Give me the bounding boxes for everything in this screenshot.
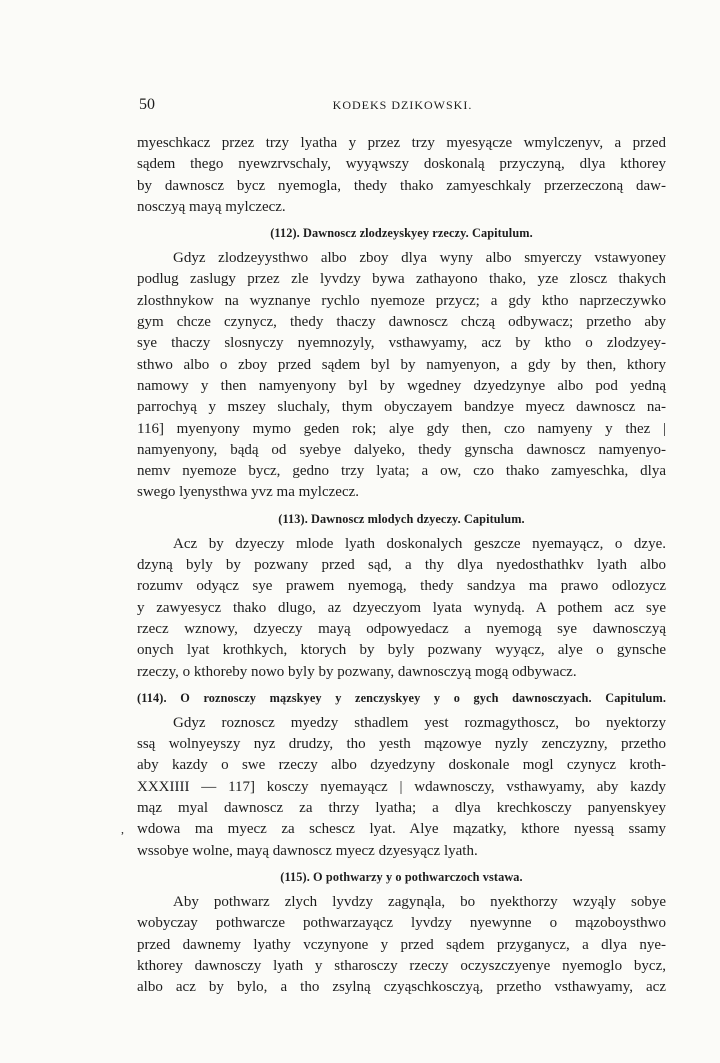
text-line: y zawyesycz thako dlugo, az dzyeczyom lyata wynydą. A pothem acz sye bbox=[137, 599, 666, 616]
text-line: namyenyony, bądą od syebye dalyeko, thedy gynscha dawnoscz namyenyo- bbox=[137, 441, 666, 458]
page-header bbox=[139, 96, 666, 118]
section-heading: (112). Dawnoscz zlodzeyskyey rzeczy. Capitulum. bbox=[270, 226, 533, 241]
paragraph bbox=[137, 248, 666, 504]
page-number: 50 bbox=[139, 96, 155, 113]
text-line: dzyną byly by pozwany przed sąd, a thy dlya nyedosthathkv lyath albo bbox=[137, 557, 666, 574]
section-heading: (115). O pothwarzy y o pothwarczoch vstawa. bbox=[280, 869, 523, 884]
text-line: kthorey dawnosczy lyath y stharosczy rzeczy oczyszczyenye nyemoglo bycz, bbox=[137, 957, 666, 974]
text-line: sądem thego nyewzrvschaly, wyyąwszy doskonalą przyczyną, dlya kthorey bbox=[137, 156, 666, 173]
text-line: Aby pothwarz zlych lyvdzy zagynąla, bo nyekthorzy wzyąly sobye bbox=[173, 893, 666, 910]
text-line: aby kazdy o swe rzeczy albo dzyedzyny doskonale mogl czynycz kroth- bbox=[137, 757, 666, 774]
paragraph bbox=[137, 133, 666, 218]
text-line: mąz myal dawnoscz za thrzy lyatha; a dlya krechkosczy panyenskyey bbox=[137, 800, 666, 817]
text-line: XXXIIII — 117] kosczy nyemayącz | wdawnosczy, vsthawyamy, aby kazdy bbox=[137, 778, 666, 795]
section-heading: (113). Dawnoscz mlodych dzyeczy. Capitulum. bbox=[278, 511, 525, 526]
text-line: przed dawnemy lyathy vczynyone y przed sądem przyganycz, a dlya nye- bbox=[137, 936, 666, 953]
text-line: gym chcze czynycz, thedy thaczy dawnoscz chczą odbywacz; przetho aby bbox=[137, 314, 666, 331]
text-line: Gdyz zlodzeyysthwo albo zboy dlya wyny albo smyerczy vstawyoney bbox=[173, 250, 666, 267]
text-line: wssobye wolne, mayą dawnoscz myecz dzyesyącz lyath. bbox=[137, 842, 478, 859]
section-heading: (114). O roznosczy mązskyey y zenczyskyey y o gych dawnosczyach. Capitulum. bbox=[137, 690, 666, 705]
text-line: wobyczay pothwarcze pothwarzayącz lyvdzy nyewynne o mązoboysthwo bbox=[137, 915, 666, 932]
text-line: nemv nyemoze bycz, gedno trzy lyata; a ow, czo thako zamyeschka, dlya bbox=[137, 463, 666, 480]
text-line: nosczyą mayą mylczecz. bbox=[137, 198, 286, 215]
text-line: ssą wolnyeyszy nyz drudzy, tho yesth mązowye nyzly zenczyzny, przetho bbox=[137, 736, 666, 753]
text-line: podlug zaslugy przez zle lyvdzy bywa zathayono thako, yze zloscz thakych bbox=[137, 271, 666, 288]
text-line: sye thaczy slosnyczy nyemnozyly, vsthawyamy, acz by ktho o zlodzyey- bbox=[137, 335, 666, 352]
running-title: KODEKS DZIKOWSKI. bbox=[332, 98, 473, 112]
text-line: rzecz wznowy, dzyeczy mayą odpowyedacz a nyemogą sye dawnosczyą bbox=[137, 620, 666, 637]
text-line: wdowa ma myecz za schescz lyat. Alye mązatky, kthore nyessą ssamy bbox=[137, 821, 666, 838]
text-line: sthwo albo o zboy przed sądem byl by namyenyon, a gdy by then, kthory bbox=[137, 356, 666, 373]
text-line: 116] myenyony mymo geden rok; alye gdy then, czo namyeny y thez | bbox=[137, 420, 666, 437]
paragraph bbox=[137, 713, 666, 862]
text-line: Acz by dzyeczy mlode lyath doskonalych geszcze nyemayącz, o dzye. bbox=[173, 535, 666, 552]
text-line: swego lyenysthwa yvz ma mylczecz. bbox=[137, 484, 360, 501]
text-line: Gdyz roznoscz myedzy sthadlem yest rozmagythoscz, bo nyektorzy bbox=[173, 714, 666, 731]
text-line: rozumv odyącz sye prawem nyemogą, thedy sandzya ma prawo odlozycz bbox=[137, 578, 666, 595]
text-line: albo acz by bylo, a tho zsylną czyąschkosczyą, przetho vsthawyamy, acz bbox=[137, 979, 666, 996]
text-line: namowy y then namyenyony byl by wgedney dzyedzynye albo pod yedną bbox=[137, 377, 666, 394]
text-line: myeschkacz przez trzy lyatha y przez trzy myesyącze wmylczenyv, a przed bbox=[137, 135, 666, 151]
text-line: zlosthnykow na wyznanye rychlo nyemoze przycz; a gdy ktho naprzeczywko bbox=[137, 292, 666, 309]
margin-mark: , bbox=[121, 822, 124, 836]
body-text bbox=[137, 133, 666, 998]
text-line: by dawnoscz bycz nyemogla, thedy thako zamyeschkaly przerzeczoną daw- bbox=[137, 177, 666, 194]
text-line: parrochyą y mszey sluchaly, thym obyczayem bandzye myecz dawnoscz na- bbox=[137, 399, 666, 416]
text-line: rzeczy, o kthoreby nowo byly by pozwany, dawnosczyą mogą odbywacz. bbox=[137, 663, 577, 680]
text-line: onych lyat krothkych, ktorych by byly pozwany wyyącz, alye o gynsche bbox=[137, 642, 666, 659]
paragraph bbox=[137, 892, 666, 998]
paragraph bbox=[137, 534, 666, 683]
